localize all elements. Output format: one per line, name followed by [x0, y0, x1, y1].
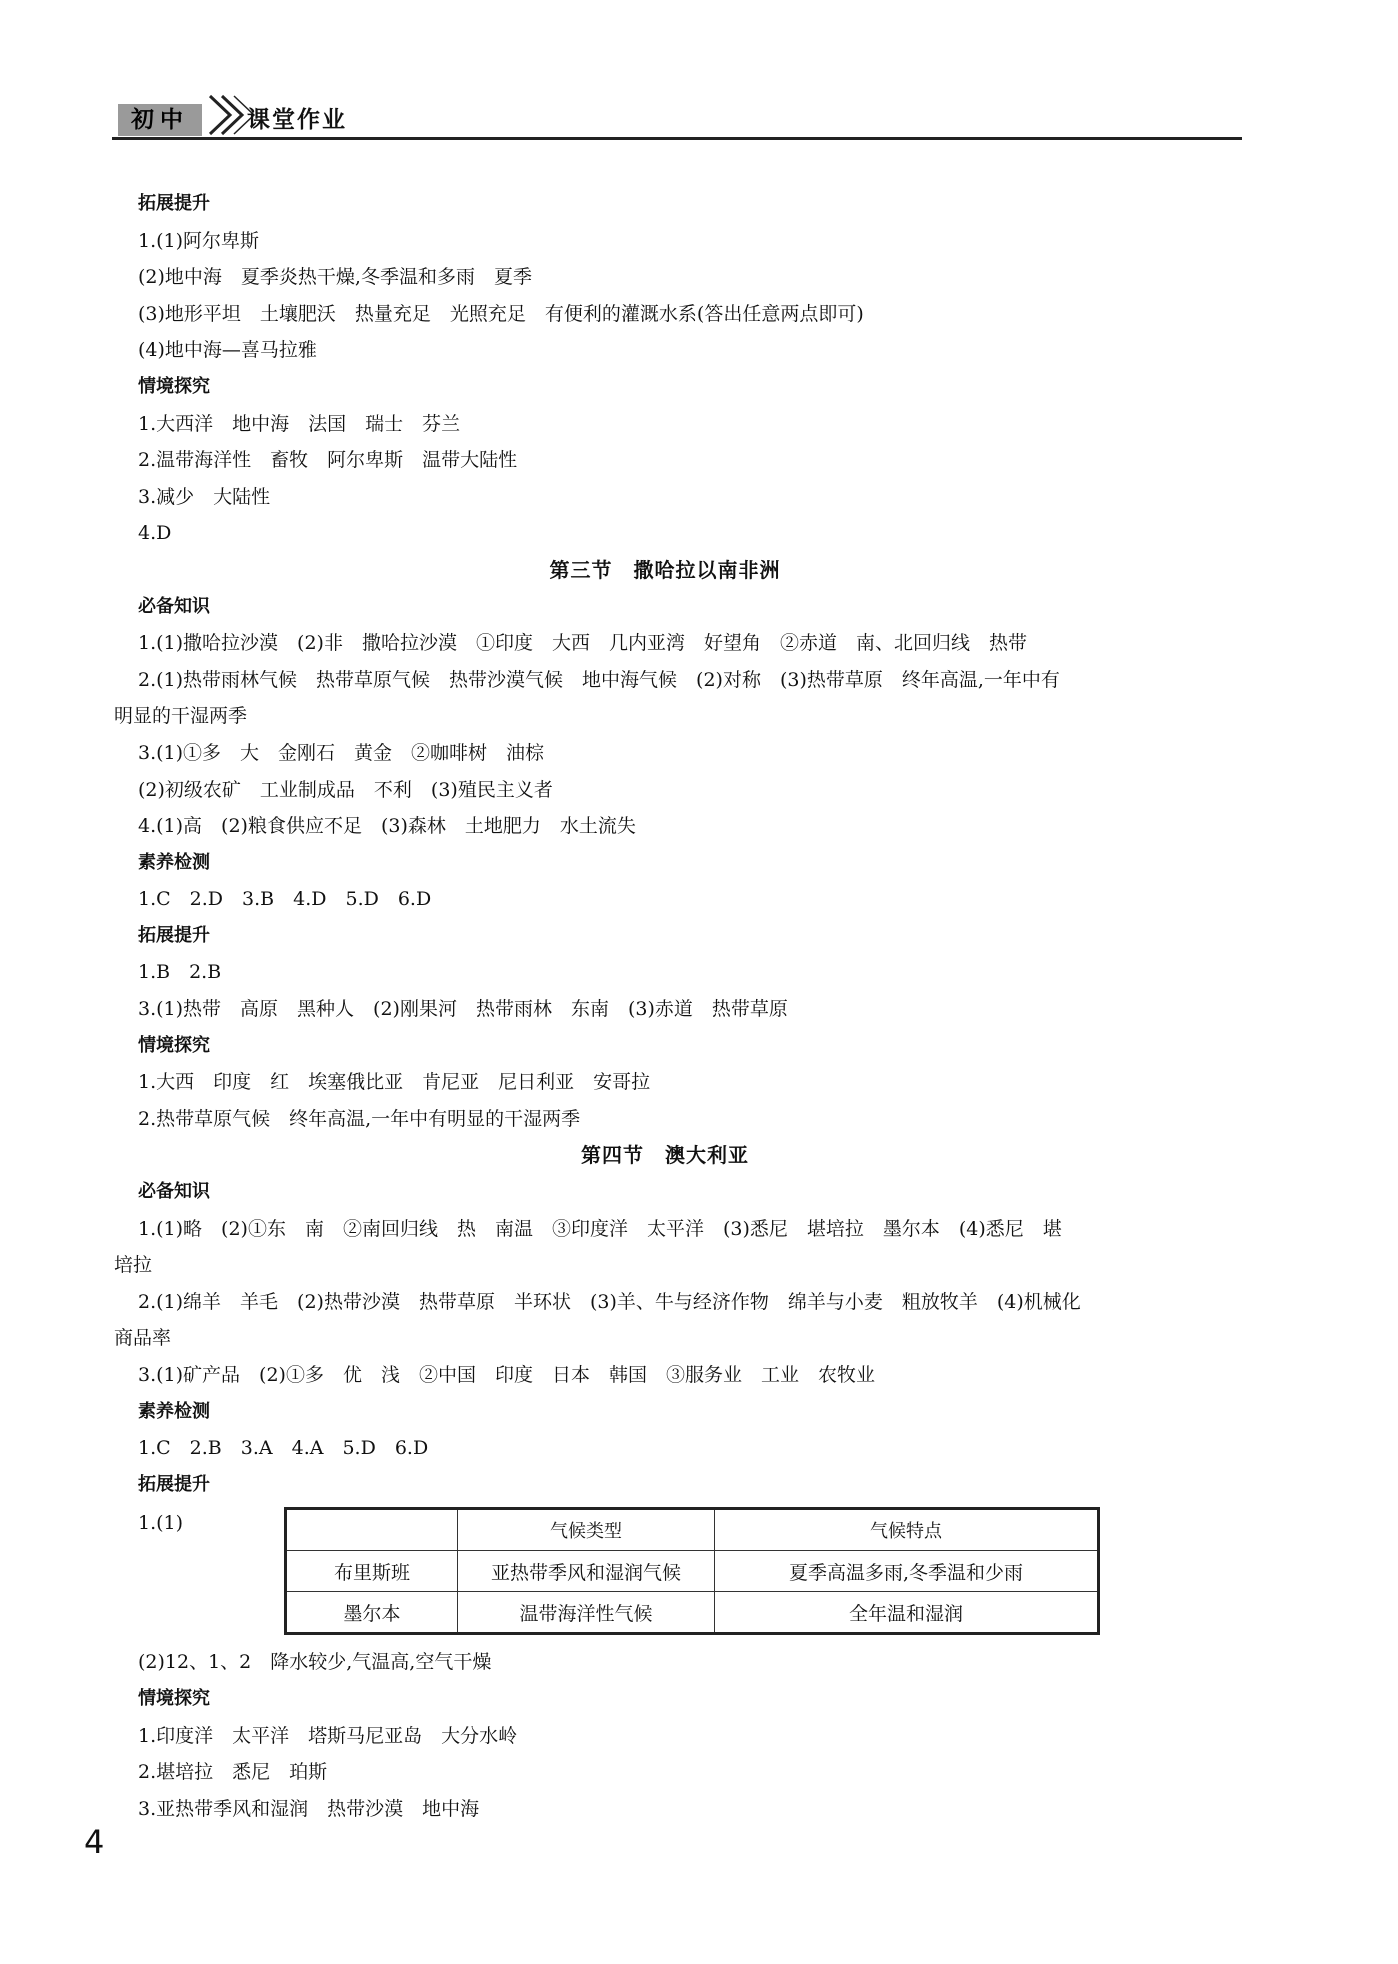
- answer-line: (2)12、1、2 降水较少,气温高,空气干燥: [138, 1651, 492, 1674]
- answer-line: 4.D: [138, 522, 172, 545]
- answer-lines: [114, 186, 1238, 1503]
- answer-line: 1.印度洋 太平洋 塔斯马尼亚岛 大分水岭: [138, 1724, 518, 1747]
- subsection-heading: 拓展提升: [138, 193, 210, 214]
- header-rule: [112, 137, 1242, 140]
- answer-line: 1.C 2.B 3.A 4.A 5.D 6.D: [138, 1437, 429, 1460]
- table-header-cell: 气候特点: [715, 1509, 1099, 1551]
- answer-line-continuation: 明显的干湿两季: [114, 705, 248, 728]
- table-cell: 夏季高温多雨,冬季温和少雨: [715, 1551, 1099, 1592]
- question-label: 1.(1): [138, 1512, 184, 1535]
- climate-table-block: [138, 1505, 1238, 1640]
- answer-line-continuation: 培拉: [114, 1254, 153, 1277]
- book-title: 课堂作业: [247, 107, 347, 133]
- answer-line: 2.(1)热带雨林气候 热带草原气候 热带沙漠气候 地中海气候 (2)对称 (3)热带草原 终年高温,一年中有: [138, 668, 1060, 691]
- table-row: [286, 1551, 1099, 1592]
- subsection-heading: 情境探究: [138, 1034, 210, 1056]
- answer-line: 2.堪培拉 悉尼 珀斯: [138, 1761, 328, 1784]
- answer-line: (2)地中海 夏季炎热干燥,冬季温和多雨 夏季: [138, 266, 532, 289]
- answer-line: (4)地中海—喜马拉雅: [138, 339, 317, 362]
- grade-tag: 初中: [118, 104, 202, 136]
- climate-table: [284, 1507, 1100, 1635]
- section-title: 第三节 撒哈拉以南非洲: [549, 557, 781, 582]
- answer-line: 3.(1)热带 高原 黑种人 (2)刚果河 热带雨林 东南 (3)赤道 热带草原: [138, 998, 788, 1021]
- page-header: [112, 92, 1242, 140]
- answer-line: 4.(1)高 (2)粮食供应不足 (3)森林 土地肥力 水土流失: [138, 815, 636, 838]
- answer-line: 1.B 2.B: [138, 961, 222, 984]
- table-cell: 布里斯班: [286, 1551, 458, 1592]
- answer-line: 1.大西洋 地中海 法国 瑞士 芬兰: [138, 412, 461, 435]
- answer-line: 1.C 2.D 3.B 4.D 5.D 6.D: [138, 888, 432, 911]
- answer-line: 3.(1)①多 大 金刚石 黄金 ②咖啡树 油棕: [138, 741, 545, 764]
- subsection-heading: 必备知识: [138, 595, 210, 617]
- subsection-heading: 拓展提升: [138, 1473, 210, 1495]
- answer-lines-after: [138, 1644, 1238, 1827]
- subsection-heading: 拓展提升: [138, 924, 210, 946]
- page-number: 4: [84, 1823, 105, 1861]
- subsection-heading: 情境探究: [138, 1687, 210, 1709]
- answer-content: [114, 186, 1238, 1827]
- answer-line: 3.亚热带季风和湿润 热带沙漠 地中海: [138, 1797, 480, 1820]
- subsection-heading: 必备知识: [138, 1181, 210, 1203]
- table-cell: 亚热带季风和湿润气候: [458, 1551, 715, 1592]
- table-cell: 墨尔本: [286, 1592, 458, 1634]
- answer-line: 2.热带草原气候 终年高温,一年中有明显的干湿两季: [138, 1107, 581, 1130]
- answer-line: 3.(1)矿产品 (2)①多 优 浅 ②中国 印度 日本 韩国 ③服务业 工业 农牧业: [138, 1364, 875, 1386]
- table-cell: 温带海洋性气候: [458, 1592, 715, 1634]
- table-header-row: [286, 1509, 1099, 1551]
- answer-line: 2.(1)绵羊 羊毛 (2)热带沙漠 热带草原 半环状 (3)羊、牛与经济作物 绵羊与小麦 粗放牧羊 (4)机械化: [138, 1290, 1081, 1313]
- answer-line: 1.(1)略 (2)①东 南 ②南回归线 热 南温 ③印度洋 太平洋 (3)悉尼 堪培拉 墨尔本 (4)悉尼 堪: [138, 1217, 1062, 1240]
- answer-line: 3.减少 大陆性: [138, 485, 271, 508]
- table-cell: 全年温和湿润: [715, 1592, 1099, 1634]
- subsection-heading: 情境探究: [138, 375, 210, 397]
- answer-line-continuation: 商品率: [114, 1327, 172, 1350]
- subsection-heading: 素养检测: [138, 851, 210, 873]
- subsection-heading: 素养检测: [138, 1400, 210, 1422]
- table-row: [286, 1592, 1099, 1634]
- table-header-cell: [286, 1509, 458, 1551]
- answer-line: (3)地形平坦 土壤肥沃 热量充足 光照充足 有便利的灌溉水系(答出任意两点即可): [138, 302, 864, 325]
- table-header-cell: 气候类型: [458, 1509, 715, 1551]
- answer-line: 1.(1)撒哈拉沙漠 (2)非 撒哈拉沙漠 ①印度 大西 几内亚湾 好望角 ②赤道 南、北回归线 热带: [138, 632, 1027, 655]
- answer-line: (2)初级农矿 工业制成品 不利 (3)殖民主义者: [138, 778, 553, 801]
- answer-line: 1.大西 印度 红 埃塞俄比亚 肯尼亚 尼日利亚 安哥拉: [138, 1071, 651, 1094]
- section-title: 第四节 澳大利亚: [581, 1143, 749, 1168]
- answer-line: 1.(1)阿尔卑斯: [138, 229, 260, 252]
- answer-line: 2.温带海洋性 畜牧 阿尔卑斯 温带大陆性: [138, 449, 518, 472]
